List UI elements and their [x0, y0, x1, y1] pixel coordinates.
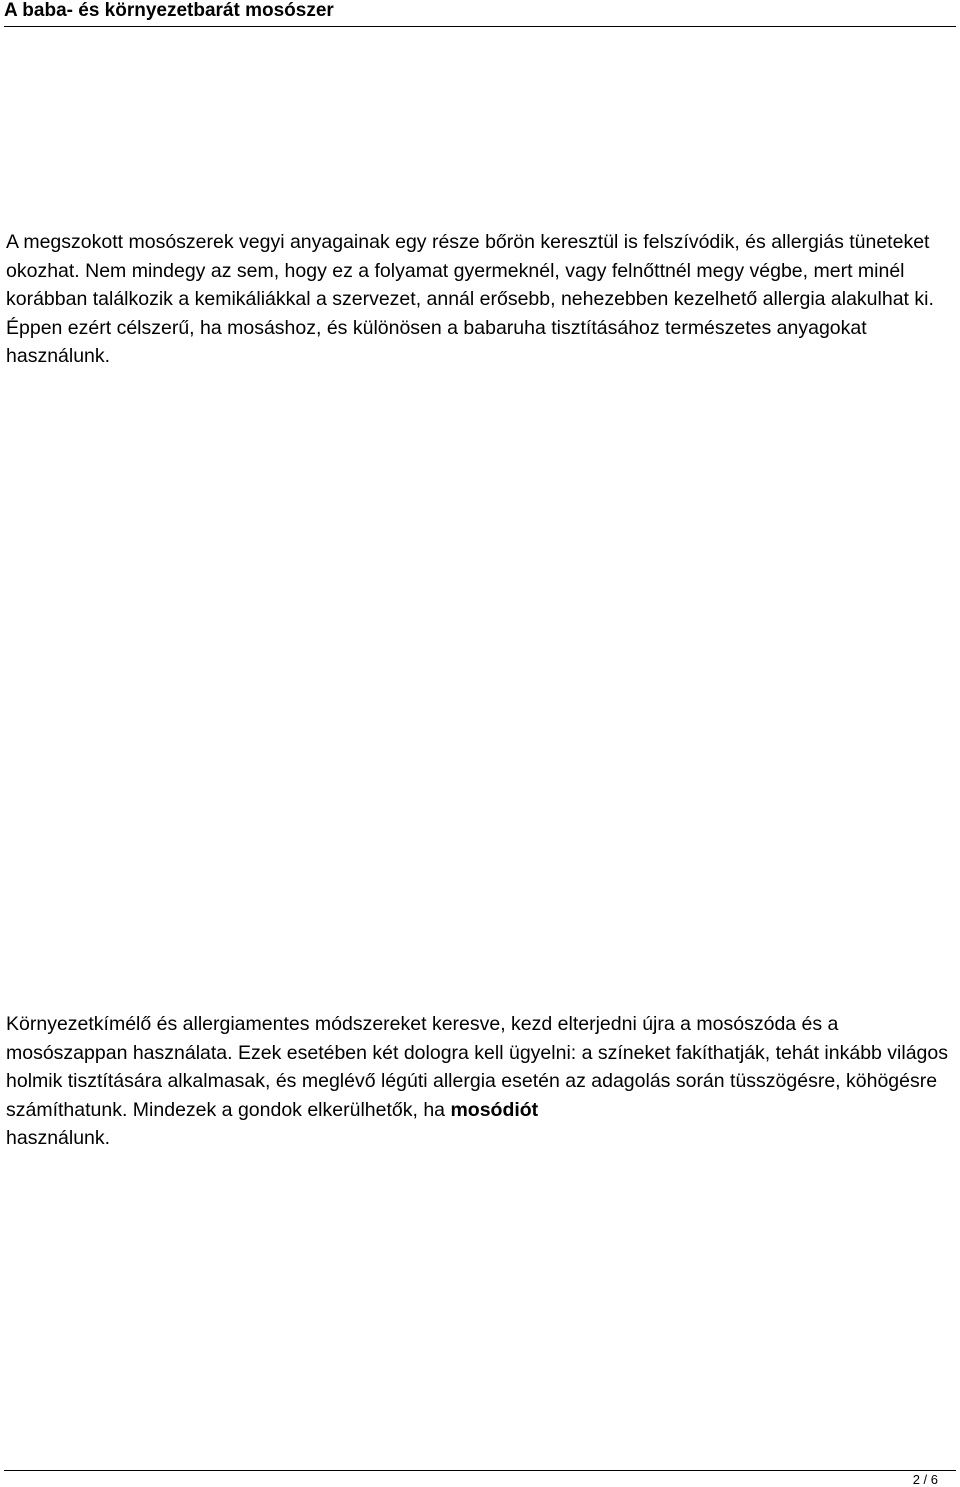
header-divider — [4, 26, 956, 27]
page-header — [0, 0, 960, 28]
mosodio-link[interactable]: mosódiót — [450, 1098, 539, 1121]
paragraph-alternatives — [6, 1010, 951, 1153]
paragraph-intro: A megszokott mosószerek vegyi anyagainak egy része bőrön keresztül is felszívódik, és allergiás tüneteket okozhat. Nem mindegy az sem, hogy ez a folyamat gyermeknél, vagy felnőttnél megy végbe, mert minél korábban találkozik a kemikáliákkal a szervezet, annál erősebb, nehezebben kezelhető allergia alakulhat ki. Éppen ezért célszerű, ha mosáshoz, és különösen a babaruha tisztításához természetes anyagokat használunk. — [6, 231, 934, 367]
footer-divider — [4, 1470, 956, 1471]
paragraph-alternatives-text: Környezetkímélő és allergiamentes módszereket keresve, kezd elterjedni újra a mosószóda és a mosószappan használata. Ezek esetében két dologra kell ügyelni: a színeket fakíthatják, tehát inkább világos holmik tisztítására alkalmasak, és meglévő légúti allergia esetén az adagolás során tüsszögésre, köhögésre számíthatunk. Mindezek a gondok elkerülhetők, ha — [6, 1013, 948, 1121]
paragraph-alternatives-tail: használunk. — [6, 1127, 111, 1149]
document-title: A baba- és környezetbarát mosószer — [4, 0, 334, 21]
page-number: 2 / 6 — [912, 1472, 938, 1487]
